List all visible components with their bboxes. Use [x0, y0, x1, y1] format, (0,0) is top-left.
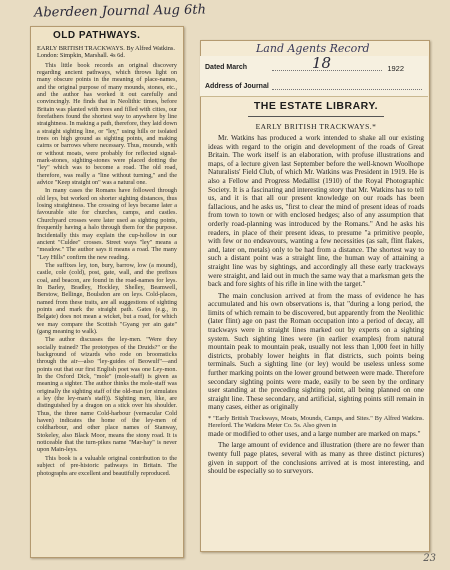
review-citation: EARLY BRITISH TRACKWAYS. By Alfred Watkins. London: Simpkin, Marshall. 4s 6d. — [37, 45, 175, 60]
paragraph: In many cases the Romans have followed through old leys, but worked on shorter sighting distances, thus losing straightness. The crossing of leys became later a favourable site for churches, camps, and castles. Churchyard crosses were later used as sighting points, frequently having a halo through them for the purpose. Incidentally this may explain the cup-hollow in our ancient "Culdee" crosses. Street ways "ley" means a "meadow." The author says it means a road. The many "Ley Hills" confirm the new reading. — [37, 187, 177, 261]
article-body — [208, 134, 424, 412]
handwritten-source-note: Aberdeen Journal Aug 6th — [33, 2, 207, 21]
divider — [248, 116, 384, 117]
date-line — [272, 70, 382, 71]
clipping-body — [37, 62, 177, 477]
left-newspaper-clipping — [30, 26, 184, 558]
paragraph: This little book records an original discovery regarding ancient pathways, which throws light on many obscure points in the meaning of place-names, and the original purpose of many mounds, stones, etc., and the author has worked it out carefully and convincingly. He finds that in Neolithic times, before Britain was planted with trees and filled with cities, our forefathers found the shortest way to anywhere by line straightness. In making a path, therefore, they laid down a straight sighting line, or "ley," using hills or isolated trees on high ground as sighting points, and making cairns or barrows where necessary. Thus, mounds, with or without moats, were probably for reflected signal-mark-stones, sighting-stones were placed dotting the "ley" which was to become a road. The old road, therefore, was really a "line without turning," and the advice "Keep straight on" was a natural one. — [37, 61, 177, 187]
paragraph: This book is a valuable original contribution to the subject of pre-historic pathways in Britain. The photographs are excellent and beautifully reproduced. — [37, 454, 177, 477]
handwritten-journal-name: Land Agents Record — [256, 42, 370, 55]
page-number: 23 — [423, 553, 436, 564]
dated-label: Dated March — [205, 64, 248, 71]
press-cutting-slip — [200, 56, 428, 97]
slip-year: 1922 — [387, 64, 404, 73]
paragraph: Mr. Watkins has produced a work intended to shake all our existing ideas with regard to the origin and development of the roads of Great Britain. The work itself is an elaboration, with profuse illustrations and maps, of a lecture given last September before the well-known Woolhope Naturalists' Field Club, of which Mr. Watkins was President in 1919. He is also a Fellow and Progress Medallist (1910) of the Royal Photographic Society. It is a fascinating and interesting story that Mr. Watkins has to tell us, and it is that all our present knowledge on our roads has been fallacious, and he asks us, "first to clear the mind of present ideas of roads from town to town or with enclosed hedges; also of any assumption that orderly road-planning was introduced by the Romans." And he asks his readers, in place of their present ideas, to presume "a primitive people, with few or no endeavours, wanting a few necessities (as salt, flint flakes, and, later on, metals) only to be had from a distance. The shortest way to such a distant point was a straight line, the human way of attaining a straight line was by sightings, and accordingly all these early trackways were straight, and laid out in much the same way that a marksman gets the back and fore sights of his rifle in line with the target." — [208, 134, 424, 289]
paragraph: The author discusses the ley-men. "Were they socially trained? The prototypes of the Druids?" or the background of wizards who rode on broomsticks through the air—also "ley-guides of Beowulf"—and points out that our first English poet was one Ley-mon. In the Oxford Dick, "mole" (mole-staff) is given as meaning a sighter. The author thinks the mole-staff was originally the sighting staff of the old-man (or simulates a ley (the ley-man's staff)). Sighting men, like, are distinguished by a dragon on a stick over his shoulder. Thus, the three name Cold-harbour (vernacular Cold haven) indicates the home of the ley-men of coldharbour, and other place names of Stanway, Stokeley, also Black Moor, means the stony road. It is noticeable that the turn-pikes name "Mar-hay" is never upon Main-leys. — [37, 336, 177, 454]
paragraph: The suffixes ley, ton, bury, barrow, low (a mound), castle, cole (cold), post, gate, wall, and the prefixes coal, and beacon, are found in the road-names for leys. In Barley, Bradley, Hockley, Shelley, Beamwell, Berstow, Bellinge, Boulsdon are on leys. Cold-places, named from these traits, are all suggestions of sighting points and mark the straight path. Gates (e.g., in Belgate) does not mean a wicket, but a road, for which we may compare the Scottish "Gyang yer ain gate" (gang meaning to walk). — [37, 261, 177, 335]
address-label: Address of Journal — [205, 83, 269, 90]
paragraph: The large amount of evidence and illustration (there are no fewer than twenty full page plates, several with as many as three distinct pictures) given in support of the conclusions arrived at is most interesting, and should be especially so to surveyors. — [208, 441, 424, 476]
paragraph: The main conclusion arrived at from the mass of evidence he has accumulated and his own observations is, that "during a long period, the limits of which remain to be discovered, but apparently from the Neolithic (later flint) age on past the Roman occupation into a period of decay, all trackways were in straight lines marked out by experts on a sighting system. Such sighting lines were (in earlier examples) from natural mountain peak to mountain peak, usually not less than 1,000 feet in hilly districts, probably lower heights in flat districts, such points being terminals. Such a sighting line (or ley) would be useless unless some further marking points on the lower ground between were made. Therefore secondary sighting points were made, easily to be seen by the ordinary user standing at the preceding sighting point, all being planned on one straight line. These secondary, and artificial, sighting points still remain in many cases, either as originally — [208, 291, 424, 412]
article-title: EARLY BRITISH TRACKWAYS.* — [255, 122, 377, 131]
footnote: * "Early British Trackways, Moats, Mounds, Camps, and Sites." By Alfred Watkins. Hereford. The Watkins Meter Co. 5s. Also given in — [208, 415, 424, 430]
clipping-heading: OLD PATHWAYS. — [53, 30, 141, 41]
paragraph: made or modified to other uses, and a large number are marked on maps." — [208, 429, 421, 438]
section-heading: THE ESTATE LIBRARY. — [253, 100, 379, 112]
estate-library-article — [208, 100, 424, 479]
address-line — [272, 89, 422, 90]
article-continuation — [208, 430, 424, 476]
handwritten-date: 18 — [312, 54, 332, 72]
